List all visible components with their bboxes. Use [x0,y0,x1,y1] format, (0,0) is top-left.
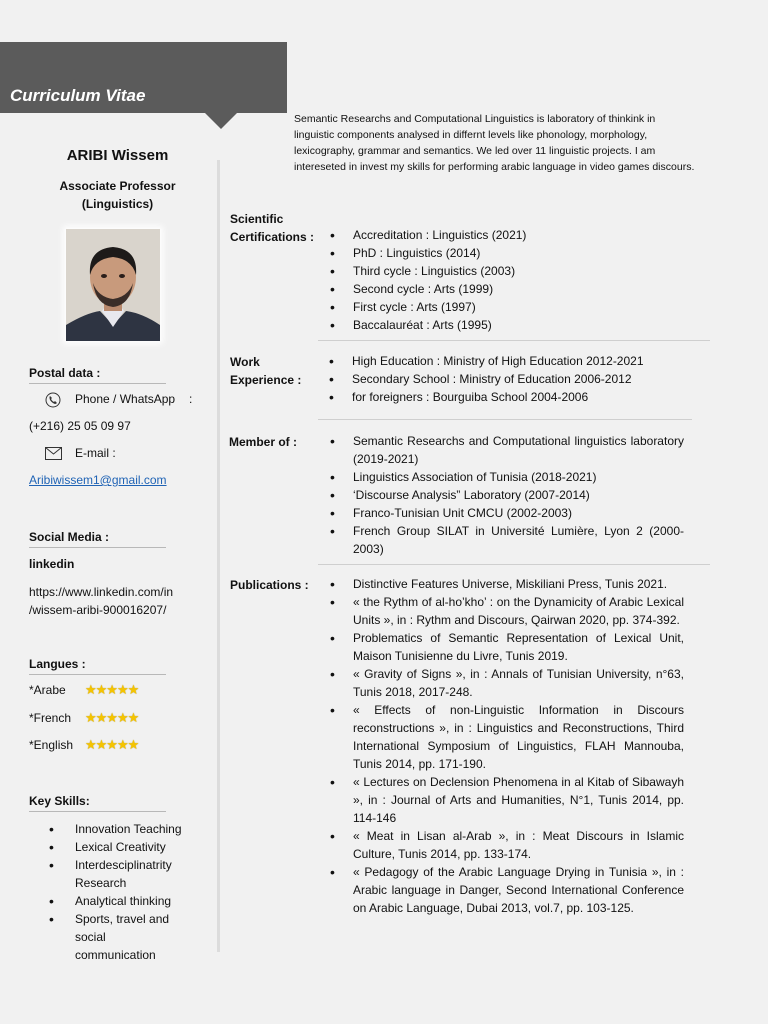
list-item: • French Group SILAT in Université Lumière, Lyon 2 (2000-2003) [330,522,684,558]
section-separator [318,340,710,341]
phone-label: Phone / WhatsApp [75,392,176,406]
publications-label: Publications : [230,578,309,592]
language-name: *French [29,711,72,725]
experience-list [329,352,683,406]
skills-heading: Key Skills: [29,794,90,808]
list-item: • ‘Discourse Analysis” Laboratory (2007-2014) [330,486,684,504]
skills-list [29,820,204,964]
profile-title: Associate Professor [59,179,176,193]
certifications-list [330,226,684,334]
publications-list [330,575,684,917]
list-item: • Problematics of Semantic Representation of Lexical Unit, Maison Tunisienne du Livre, Tunis 2019. [330,629,684,665]
member-label: Member of : [229,435,298,449]
linkedin-url[interactable] [29,583,173,619]
linkedin-url-line1: https://www.linkedin.com/in [29,585,174,599]
social-rule [29,547,166,548]
section-separator [318,564,710,565]
list-item: • « Lectures on Declension Phenomena in al Kitab of Sibawayh », in : Journal of Arts and Humanities, N°1, Tunis 2014, pp. 114-146 [330,773,684,827]
postal-rule [29,383,166,384]
list-item: • Secondary School : Ministry of Education 2006-2012 [329,370,683,388]
list-item: • Semantic Researchs and Computational linguistics laboratory (2019-2021) [330,432,684,468]
experience-label-line2: Experience : [230,373,302,387]
experience-label-line1: Work [230,355,260,369]
star-rating-icon: ★★★★★ [85,710,139,725]
phone-colon: : [189,392,193,406]
star-rating-icon: ★★★★★ [85,737,139,752]
email-link[interactable]: Aribiwissem1@gmail.com [29,473,167,487]
phone-icon [45,392,61,413]
list-item: • Baccalauréat : Arts (1995) [330,316,684,334]
list-item: • Analytical thinking [29,892,204,910]
list-item: • Linguistics Association of Tunisia (2018-2021) [330,468,684,486]
profile-name: ARIBI Wissem [66,147,169,164]
languages-rule [29,674,166,675]
language-name: *Arabe [29,683,66,697]
page-title: Curriculum Vitae [10,86,146,105]
list-item: • Sports, travel and social communication [29,910,175,964]
social-heading: Social Media : [29,530,110,544]
list-item: • Franco-Tunisian Unit CMCU (2002-2003) [330,504,684,522]
certifications-label-line2: Certifications : [230,230,315,244]
certifications-label [230,210,314,246]
profile-field: (Linguistics) [81,197,154,211]
list-item: • « Gravity of Signs », in : Annals of Tunisian University, n°63, Tunis 2018, 2017-248. [330,665,684,701]
list-item: • Third cycle : Linguistics (2003) [330,262,684,280]
postal-heading: Postal data : [29,366,101,380]
email-label: E-mail : [75,446,116,460]
member-list [330,432,684,558]
list-item: • Innovation Teaching [29,820,204,838]
languages-heading: Langues : [29,657,86,671]
list-item: • PhD : Linguistics (2014) [330,244,684,262]
list-item: • « Meat in Lisan al-Arab », in : Meat Discours in Islamic Culture, Tunis 2014, pp. 133-174. [330,827,684,863]
list-item: • Distinctive Features Universe, Miskiliani Press, Tunis 2021. [330,575,684,593]
list-item: • High Education : Ministry of High Education 2012-2021 [329,352,683,370]
list-item: • « Pedagogy of the Arabic Language Drying in Tunisia », in : Arabic language in Danger, Second International Conference on Arabic Language, Dubai 2013, vol.7, pp. 103-125. [330,863,684,917]
column-divider [217,160,220,952]
list-item: • for foreigners : Bourguiba School 2004-2006 [329,388,683,406]
linkedin-url-line2: /wissem-aribi-900016207/ [29,603,167,617]
list-item: • Lexical Creativity [29,838,204,856]
star-rating-icon: ★★★★★ [85,682,139,697]
list-item: • Interdesciplinatrity Research [29,856,175,892]
language-name: *English [29,738,74,752]
intro-paragraph: Semantic Researchs and Computational Linguistics is laboratory of thinkink in linguistic components analysed in differnt levels like phonology, morphology, lexicography, grammar and semantics. We led over 11 linguistic projects. I am intereseted in invest my skills for performing arabic language in video games discours. [294,113,695,173]
phone-number: (+216) 25 05 09 97 [29,419,131,433]
profile-photo [66,229,160,341]
list-item: • Accreditation : Linguistics (2021) [330,226,684,244]
list-item: • Second cycle : Arts (1999) [330,280,684,298]
banner-notch [205,113,237,129]
list-item: • First cycle : Arts (1997) [330,298,684,316]
list-item: • « Effects of non-Linguistic Information in Discours reconstructions », in : Linguistics and Reconstructions, Third International Symposium of Linguistics, FLAH Mannouba, Tunis 2014, pp. 171-190. [330,701,684,773]
skills-rule [29,811,166,812]
certifications-label-line1: Scientific [230,212,284,226]
mail-icon [45,447,62,465]
social-network: linkedin [29,557,75,571]
list-item: • « the Rythm of al-ho’kho’ : on the Dynamicity of Arabic Lexical Units », in : Rythm and Discours, Qairwan 2020, pp. 374-392. [330,593,684,629]
section-separator [318,419,692,420]
experience-label [230,353,301,389]
